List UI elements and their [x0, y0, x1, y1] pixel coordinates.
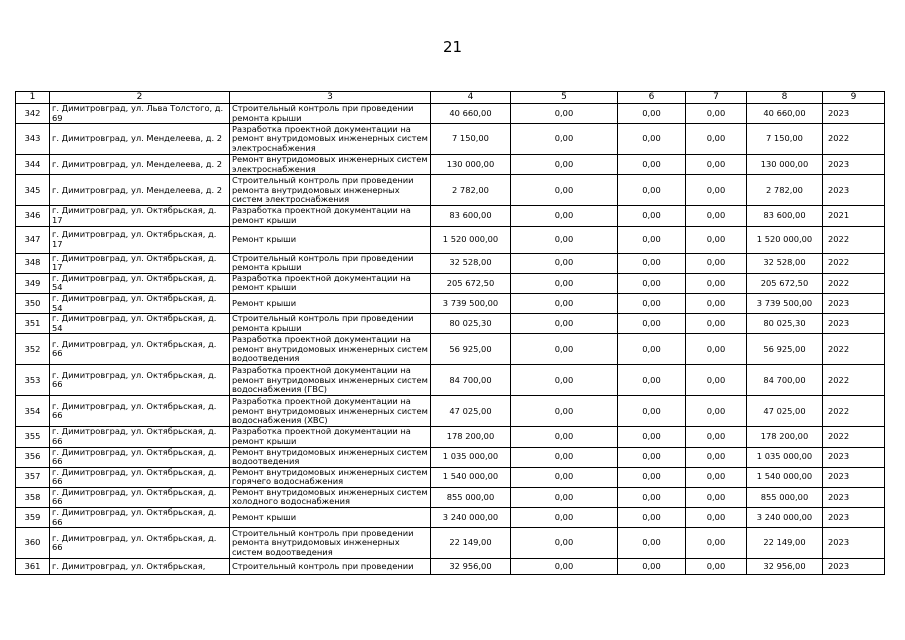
table-cell-addr: г. Димитровград, ул. Октябрьская, д. 17	[50, 206, 230, 226]
table-cell-c4: 32 956,00	[431, 559, 511, 575]
table-cell-c5: 0,00	[511, 396, 618, 427]
table-cell-c8: 205 672,50	[747, 273, 823, 293]
table-cell-c4: 7 150,00	[431, 124, 511, 155]
table-cell-c4: 56 925,00	[431, 334, 511, 365]
table-cell-work: Строительный контроль при проведении ремонта крыши	[230, 253, 431, 273]
page-number: 21	[442, 38, 463, 56]
table-cell-c5: 0,00	[511, 206, 618, 226]
table-cell-c6: 0,00	[618, 104, 686, 124]
table-cell-n: 345	[16, 175, 50, 206]
table-cell-c9: 2023	[823, 487, 885, 507]
table-cell-c5: 0,00	[511, 508, 618, 528]
column-header: 7	[686, 92, 747, 104]
table-cell-c6: 0,00	[618, 396, 686, 427]
repair-plan-table	[15, 91, 885, 575]
table-cell-addr: г. Димитровград, ул. Октябрьская, д. 66	[50, 334, 230, 365]
table-cell-c5: 0,00	[511, 124, 618, 155]
table-cell-c8: 80 025,30	[747, 314, 823, 334]
table-cell-addr: г. Димитровград, ул. Октябрьская, д. 66	[50, 447, 230, 467]
table-cell-n: 356	[16, 447, 50, 467]
table-cell-c7: 0,00	[686, 175, 747, 206]
table-cell-c5: 0,00	[511, 528, 618, 559]
table-cell-c6: 0,00	[618, 487, 686, 507]
table-cell-addr: г. Димитровград, ул. Октябрьская,	[50, 559, 230, 575]
table-cell-c8: 7 150,00	[747, 124, 823, 155]
table-cell-c7: 0,00	[686, 155, 747, 175]
table-cell-c9: 2023	[823, 467, 885, 487]
table-cell-c5: 0,00	[511, 104, 618, 124]
table-cell-c4: 1 035 000,00	[431, 447, 511, 467]
table-cell-c7: 0,00	[686, 427, 747, 447]
table-cell-addr: г. Димитровград, ул. Менделеева, д. 2	[50, 175, 230, 206]
table-cell-work: Ремонт внутридомовых инженерных систем холодного водоснабжения	[230, 487, 431, 507]
table-cell-c7: 0,00	[686, 396, 747, 427]
table-cell-c6: 0,00	[618, 447, 686, 467]
table-cell-c6: 0,00	[618, 155, 686, 175]
table-cell-c9: 2023	[823, 559, 885, 575]
table-cell-c7: 0,00	[686, 334, 747, 365]
table-cell-addr: г. Димитровград, ул. Менделеева, д. 2	[50, 155, 230, 175]
table-cell-addr: г. Димитровград, ул. Октябрьская, д. 17	[50, 253, 230, 273]
table-cell-n: 355	[16, 427, 50, 447]
table-cell-n: 360	[16, 528, 50, 559]
table-cell-c4: 22 149,00	[431, 528, 511, 559]
column-header: 6	[618, 92, 686, 104]
table-cell-c9: 2023	[823, 104, 885, 124]
table-row	[16, 334, 885, 365]
table-cell-work: Разработка проектной документации на ремонт крыши	[230, 206, 431, 226]
column-header: 3	[230, 92, 431, 104]
table-cell-c4: 84 700,00	[431, 365, 511, 396]
column-header: 9	[823, 92, 885, 104]
table-cell-c9: 2022	[823, 427, 885, 447]
table-cell-c6: 0,00	[618, 365, 686, 396]
table-cell-c4: 205 672,50	[431, 273, 511, 293]
table-cell-addr: г. Димитровград, ул. Октябрьская, д. 66	[50, 396, 230, 427]
table-cell-c6: 0,00	[618, 293, 686, 313]
table-cell-c4: 130 000,00	[431, 155, 511, 175]
table-cell-c7: 0,00	[686, 467, 747, 487]
table-cell-c9: 2022	[823, 334, 885, 365]
table-cell-n: 354	[16, 396, 50, 427]
table-cell-c6: 0,00	[618, 273, 686, 293]
column-header: 1	[16, 92, 50, 104]
table-cell-c8: 40 660,00	[747, 104, 823, 124]
table-cell-c7: 0,00	[686, 487, 747, 507]
table-cell-c6: 0,00	[618, 124, 686, 155]
table-cell-n: 347	[16, 226, 50, 253]
table-cell-work: Разработка проектной документации на ремонт внутридомовых инженерных систем водоснабжения (ГВС)	[230, 365, 431, 396]
table-cell-c5: 0,00	[511, 427, 618, 447]
table-cell-work: Ремонт крыши	[230, 508, 431, 528]
table-cell-c6: 0,00	[618, 314, 686, 334]
table-cell-c4: 83 600,00	[431, 206, 511, 226]
table-row	[16, 528, 885, 559]
table-cell-c7: 0,00	[686, 314, 747, 334]
table-row	[16, 447, 885, 467]
table-cell-c8: 130 000,00	[747, 155, 823, 175]
table-cell-work: Строительный контроль при проведении ремонта внутридомовых инженерных систем водоотведения	[230, 528, 431, 559]
table-cell-c4: 40 660,00	[431, 104, 511, 124]
table-cell-c4: 855 000,00	[431, 487, 511, 507]
table-cell-n: 358	[16, 487, 50, 507]
table-cell-c5: 0,00	[511, 226, 618, 253]
table-row	[16, 104, 885, 124]
table-cell-c8: 3 240 000,00	[747, 508, 823, 528]
table-row	[16, 293, 885, 313]
column-header: 5	[511, 92, 618, 104]
table-cell-c4: 47 025,00	[431, 396, 511, 427]
table-cell-c6: 0,00	[618, 175, 686, 206]
table-cell-c8: 32 528,00	[747, 253, 823, 273]
table-cell-addr: г. Димитровград, ул. Октябрьская, д. 66	[50, 487, 230, 507]
table-cell-c9: 2023	[823, 175, 885, 206]
table-cell-c4: 178 200,00	[431, 427, 511, 447]
table-cell-c8: 2 782,00	[747, 175, 823, 206]
table-cell-c5: 0,00	[511, 293, 618, 313]
table-cell-work: Ремонт крыши	[230, 226, 431, 253]
table-row	[16, 487, 885, 507]
table-cell-c9: 2023	[823, 528, 885, 559]
table-cell-c8: 22 149,00	[747, 528, 823, 559]
table-row	[16, 253, 885, 273]
table-cell-c8: 855 000,00	[747, 487, 823, 507]
table-cell-addr: г. Димитровград, ул. Октябрьская, д. 66	[50, 365, 230, 396]
table-cell-c5: 0,00	[511, 253, 618, 273]
table-cell-c4: 3 240 000,00	[431, 508, 511, 528]
table-cell-c5: 0,00	[511, 447, 618, 467]
table-row	[16, 314, 885, 334]
table-cell-addr: г. Димитровград, ул. Октябрьская, д. 17	[50, 226, 230, 253]
table-cell-n: 361	[16, 559, 50, 575]
table-cell-c5: 0,00	[511, 314, 618, 334]
table-cell-n: 352	[16, 334, 50, 365]
table-cell-addr: г. Димитровград, ул. Октябрьская, д. 66	[50, 528, 230, 559]
table-row	[16, 206, 885, 226]
table-cell-c7: 0,00	[686, 226, 747, 253]
table-cell-c4: 80 025,30	[431, 314, 511, 334]
table-cell-c8: 1 540 000,00	[747, 467, 823, 487]
table-cell-n: 351	[16, 314, 50, 334]
table-cell-c6: 0,00	[618, 528, 686, 559]
table-row	[16, 508, 885, 528]
table-cell-addr: г. Димитровград, ул. Октябрьская, д. 66	[50, 508, 230, 528]
table-cell-work: Строительный контроль при проведении ремонта крыши	[230, 314, 431, 334]
table-cell-c8: 32 956,00	[747, 559, 823, 575]
table-cell-c4: 3 739 500,00	[431, 293, 511, 313]
table-cell-c5: 0,00	[511, 487, 618, 507]
table-cell-c9: 2023	[823, 447, 885, 467]
table-cell-c4: 1 540 000,00	[431, 467, 511, 487]
table-row	[16, 427, 885, 447]
table-cell-c5: 0,00	[511, 175, 618, 206]
table-cell-work: Разработка проектной документации на ремонт внутридомовых инженерных систем электроснабжения	[230, 124, 431, 155]
table-cell-work: Разработка проектной документации на ремонт крыши	[230, 427, 431, 447]
table-cell-c4: 2 782,00	[431, 175, 511, 206]
table-row	[16, 559, 885, 575]
table-cell-c7: 0,00	[686, 365, 747, 396]
table-cell-c7: 0,00	[686, 293, 747, 313]
table-cell-c6: 0,00	[618, 334, 686, 365]
table-row	[16, 226, 885, 253]
table-row	[16, 365, 885, 396]
table-cell-c9: 2023	[823, 314, 885, 334]
table-cell-c9: 2023	[823, 508, 885, 528]
table-cell-c8: 56 925,00	[747, 334, 823, 365]
table-cell-n: 346	[16, 206, 50, 226]
table-cell-n: 349	[16, 273, 50, 293]
table-cell-c7: 0,00	[686, 447, 747, 467]
table-row	[16, 273, 885, 293]
table-cell-c7: 0,00	[686, 104, 747, 124]
table-cell-addr: г. Димитровград, ул. Октябрьская, д. 54	[50, 273, 230, 293]
column-header: 4	[431, 92, 511, 104]
table-cell-addr: г. Димитровград, ул. Октябрьская, д. 66	[50, 427, 230, 447]
table-cell-work: Ремонт внутридомовых инженерных систем горячего водоснабжения	[230, 467, 431, 487]
table-row	[16, 467, 885, 487]
table-cell-c5: 0,00	[511, 365, 618, 396]
table-cell-n: 343	[16, 124, 50, 155]
table-cell-c6: 0,00	[618, 427, 686, 447]
table-cell-c4: 1 520 000,00	[431, 226, 511, 253]
column-header: 8	[747, 92, 823, 104]
table-cell-c5: 0,00	[511, 155, 618, 175]
table-row	[16, 175, 885, 206]
table-cell-c9: 2021	[823, 206, 885, 226]
table-cell-n: 348	[16, 253, 50, 273]
header-row	[16, 92, 885, 104]
table-cell-work: Ремонт внутридомовых инженерных систем электроснабжения	[230, 155, 431, 175]
table-cell-n: 350	[16, 293, 50, 313]
table-cell-c8: 178 200,00	[747, 427, 823, 447]
table-cell-work: Строительный контроль при проведении	[230, 559, 431, 575]
table-cell-n: 344	[16, 155, 50, 175]
table-cell-c9: 2022	[823, 365, 885, 396]
table-cell-c8: 83 600,00	[747, 206, 823, 226]
table-cell-c9: 2022	[823, 124, 885, 155]
table-cell-work: Ремонт внутридомовых инженерных систем водоотведения	[230, 447, 431, 467]
table-cell-work: Разработка проектной документации на ремонт внутридомовых инженерных систем водоотведения	[230, 334, 431, 365]
table-cell-c8: 1 520 000,00	[747, 226, 823, 253]
table-cell-c5: 0,00	[511, 334, 618, 365]
table-cell-n: 359	[16, 508, 50, 528]
table-cell-c8: 84 700,00	[747, 365, 823, 396]
table-cell-c6: 0,00	[618, 206, 686, 226]
table-cell-c7: 0,00	[686, 508, 747, 528]
table-cell-c6: 0,00	[618, 559, 686, 575]
table-cell-c5: 0,00	[511, 467, 618, 487]
table-cell-c4: 32 528,00	[431, 253, 511, 273]
table-cell-c9: 2023	[823, 293, 885, 313]
table-cell-work: Разработка проектной документации на ремонт крыши	[230, 273, 431, 293]
table-cell-addr: г. Димитровград, ул. Менделеева, д. 2	[50, 124, 230, 155]
table-cell-c7: 0,00	[686, 528, 747, 559]
table-cell-n: 353	[16, 365, 50, 396]
table-cell-addr: г. Димитровград, ул. Октябрьская, д. 66	[50, 467, 230, 487]
table-cell-c6: 0,00	[618, 467, 686, 487]
table-cell-c7: 0,00	[686, 559, 747, 575]
table-cell-c8: 3 739 500,00	[747, 293, 823, 313]
table-cell-addr: г. Димитровград, ул. Октябрьская, д. 54	[50, 314, 230, 334]
table-cell-work: Строительный контроль при проведении ремонта внутридомовых инженерных систем электроснабжения	[230, 175, 431, 206]
table-cell-c7: 0,00	[686, 253, 747, 273]
table-cell-n: 342	[16, 104, 50, 124]
table-cell-c6: 0,00	[618, 508, 686, 528]
table-cell-work: Ремонт крыши	[230, 293, 431, 313]
table-cell-c6: 0,00	[618, 226, 686, 253]
column-header: 2	[50, 92, 230, 104]
table-cell-c6: 0,00	[618, 253, 686, 273]
table-cell-addr: г. Димитровград, ул. Льва Толстого, д. 69	[50, 104, 230, 124]
table-cell-c9: 2022	[823, 396, 885, 427]
table-cell-c8: 1 035 000,00	[747, 447, 823, 467]
table-cell-c7: 0,00	[686, 273, 747, 293]
table-cell-c9: 2022	[823, 226, 885, 253]
table-cell-c9: 2022	[823, 253, 885, 273]
table-cell-c5: 0,00	[511, 559, 618, 575]
table-cell-work: Разработка проектной документации на ремонт внутридомовых инженерных систем водоснабжения (ХВС)	[230, 396, 431, 427]
table-cell-c8: 47 025,00	[747, 396, 823, 427]
table-cell-c5: 0,00	[511, 273, 618, 293]
table-row	[16, 396, 885, 427]
table-cell-n: 357	[16, 467, 50, 487]
table-cell-c7: 0,00	[686, 124, 747, 155]
table-cell-work: Строительный контроль при проведении ремонта крыши	[230, 104, 431, 124]
table-cell-c7: 0,00	[686, 206, 747, 226]
table-cell-c9: 2022	[823, 273, 885, 293]
table-cell-c9: 2023	[823, 155, 885, 175]
table-row	[16, 124, 885, 155]
table-cell-addr: г. Димитровград, ул. Октябрьская, д. 54	[50, 293, 230, 313]
table-row	[16, 155, 885, 175]
